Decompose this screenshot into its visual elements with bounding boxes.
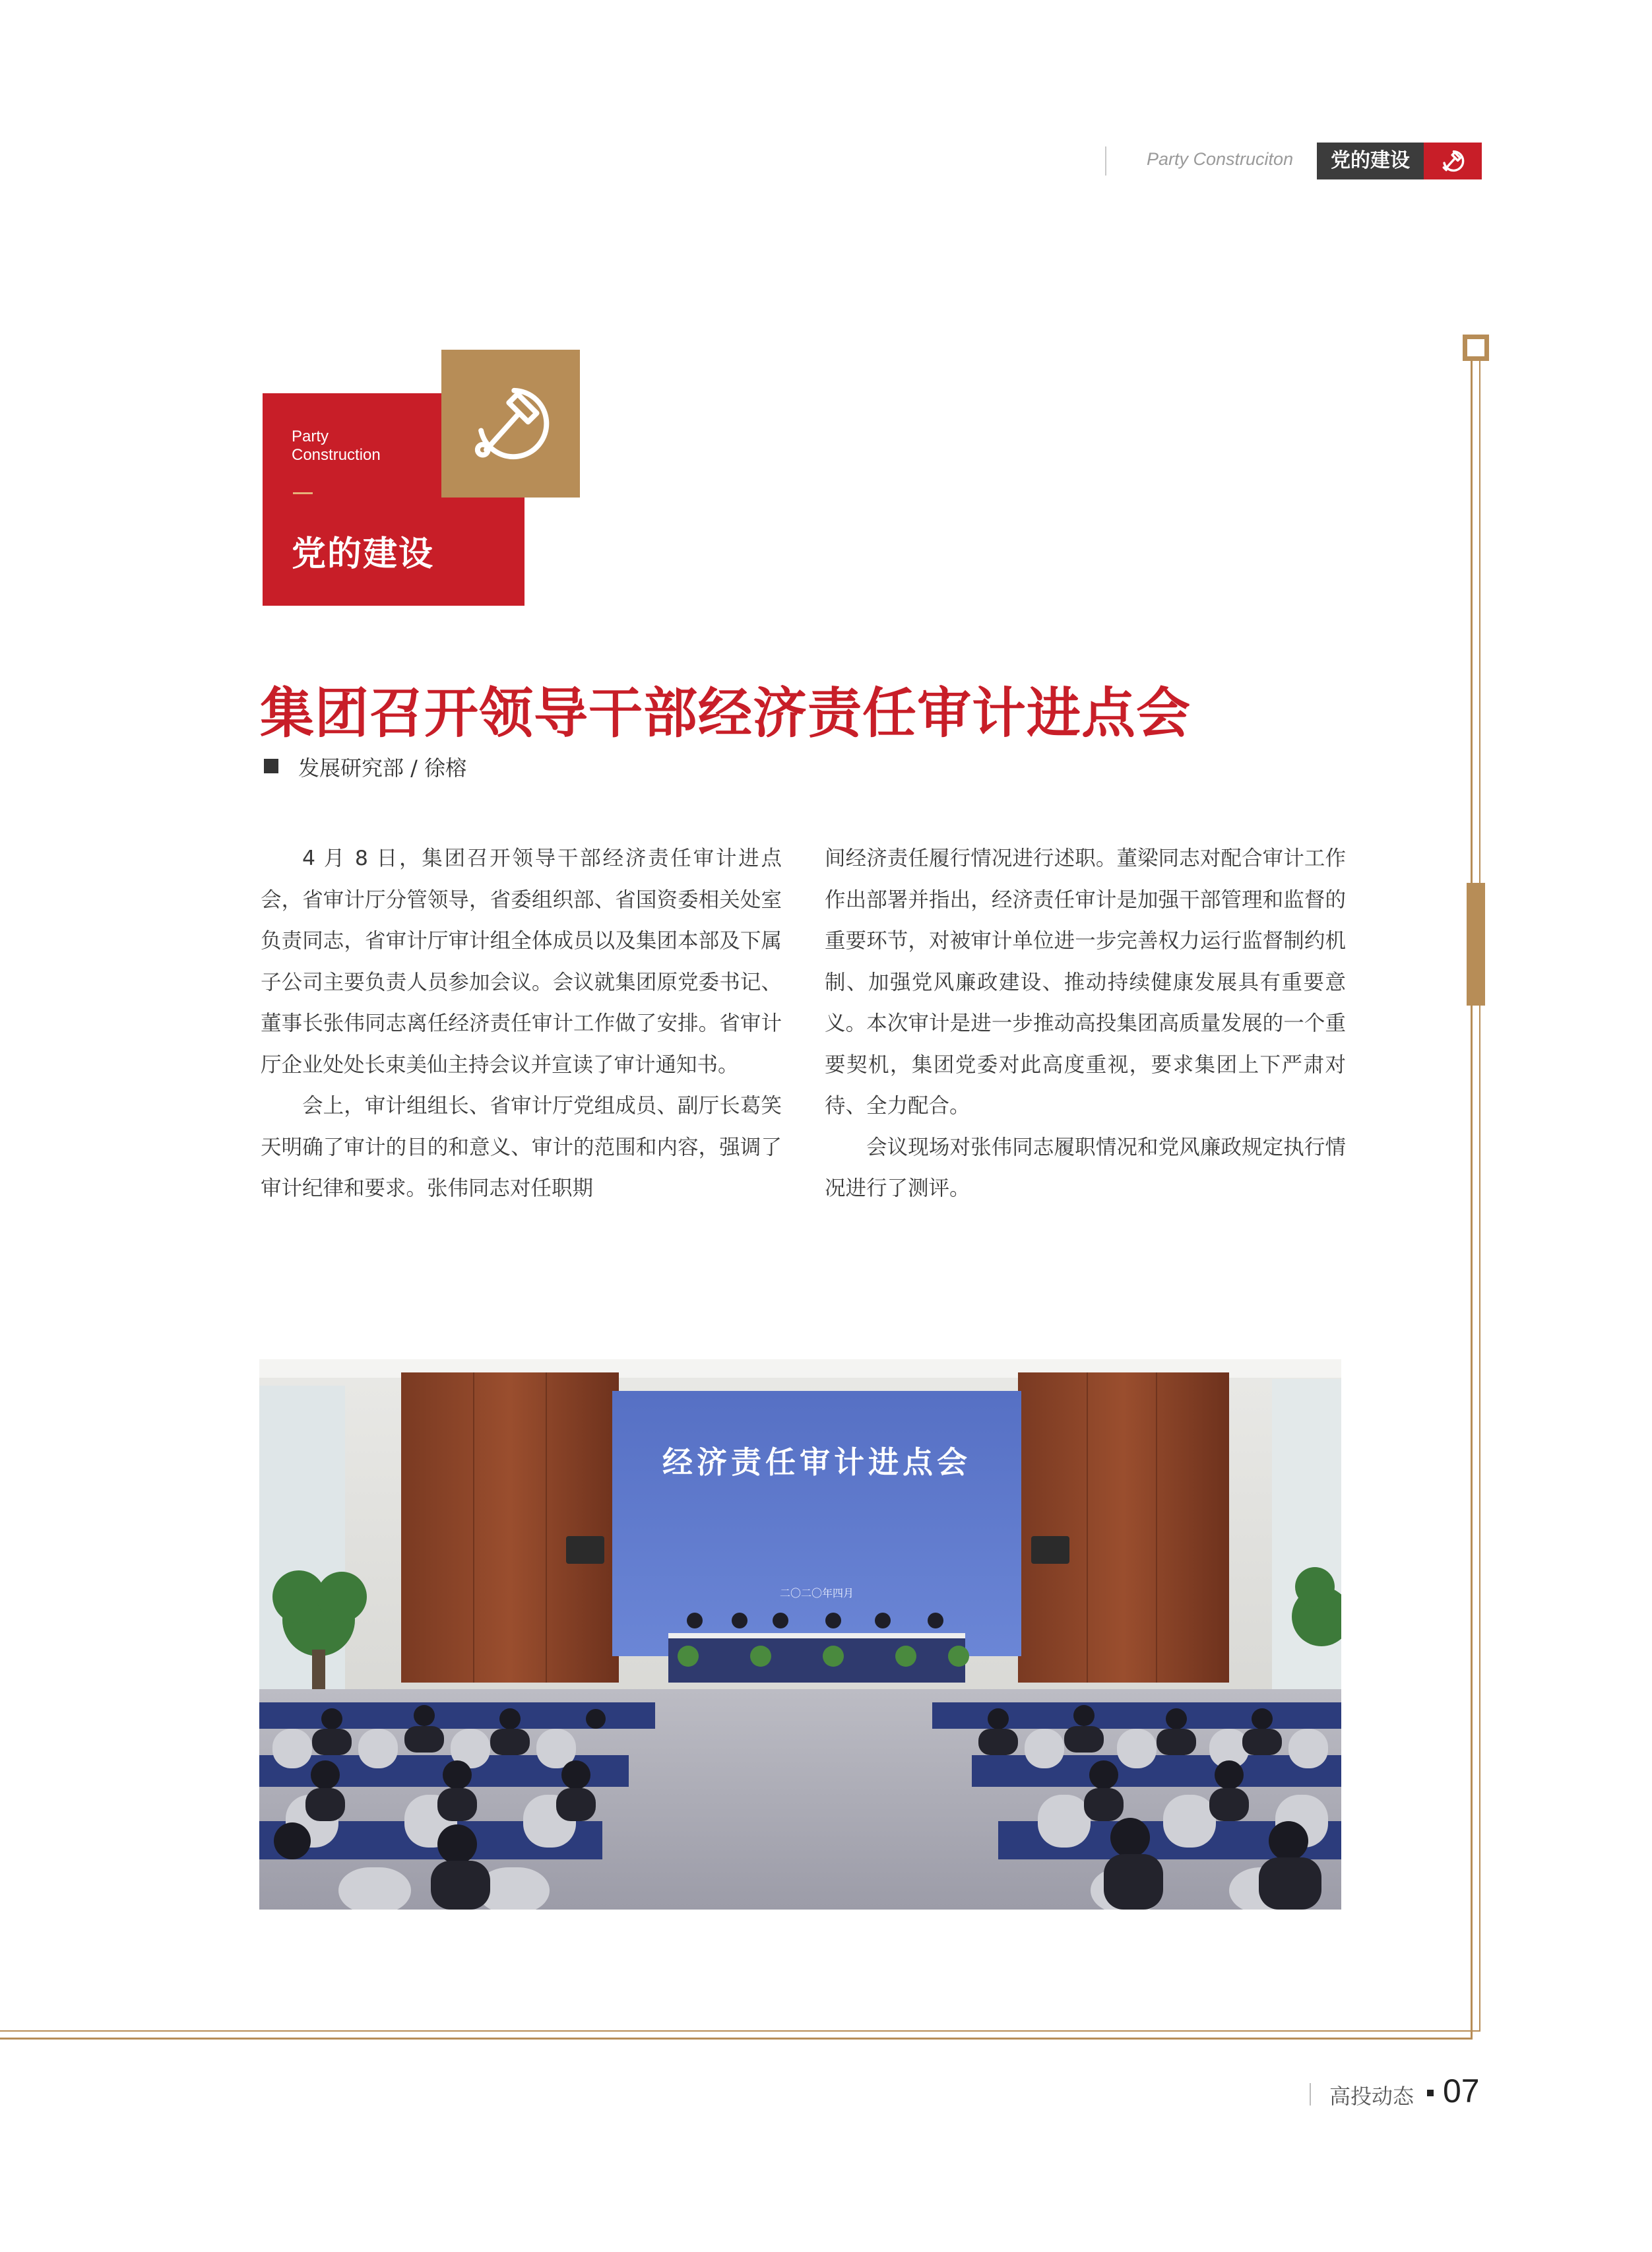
screen-title: 经济责任审计进点会 xyxy=(662,1444,971,1480)
section-block-cn: 党的建设 xyxy=(292,534,435,574)
frame-horizontal-line xyxy=(0,2038,1473,2040)
frame-horizontal-line-inner xyxy=(0,2030,1480,2032)
article-title: 集团召开领导干部经济责任审计进点会 xyxy=(260,682,1191,745)
frame-accent-bar xyxy=(1467,883,1485,1006)
paragraph: 会议现场对张伟同志履职情况和党风廉政规定执行情况进行了测评。 xyxy=(825,1135,1346,1200)
footer-dot xyxy=(1427,2090,1434,2096)
meeting-photo-illustration xyxy=(259,1359,1341,1910)
paragraph: 会上，审计组组长、省审计厅党组成员、副厅长葛笑天明确了审计的目的和意义、审计的范围和内容，强调了审计纪律和要求。张伟同志对任职期 xyxy=(261,1094,782,1200)
header-section-cn: 党的建设 xyxy=(1317,143,1424,179)
footer-magazine-name: 高投动态 xyxy=(1329,2084,1414,2109)
section-block-en xyxy=(292,428,381,465)
hammer-sickle-icon xyxy=(1424,143,1482,179)
article-author: 发展研究部 / 徐榕 xyxy=(298,756,467,781)
article-right-column xyxy=(825,838,1346,1209)
paragraph: 间经济责任履行情况进行述职。董梁同志对配合审计工作作出部署并指出，经济责任审计是加强干部管理和监督的重要环节，对被审计单位进一步完善权力运行监督制约机制、加强党风廉政建设、推动持续健康发展具有重要意义。本次审计是进一步推动高投集团高质量发展的一个重要契机，集团党委对此高度重视，要求集团上下严肃对待、全力配合。 xyxy=(825,847,1346,1118)
screen-date: 二〇二〇年四月 xyxy=(779,1587,854,1599)
frame-square-ornament xyxy=(1463,335,1489,361)
frame-vertical-line-inner xyxy=(1479,361,1480,2032)
header-section-en: Party Construciton xyxy=(1147,149,1294,169)
section-en-line1: Party xyxy=(292,428,329,445)
header-section-tag xyxy=(1317,143,1482,179)
section-en-line2: Construction xyxy=(292,446,381,464)
page-number: 07 xyxy=(1443,2073,1480,2109)
article-left-column xyxy=(261,838,782,1209)
author-bullet xyxy=(264,759,278,773)
header-divider xyxy=(1105,146,1106,176)
hammer-sickle-icon xyxy=(441,350,580,498)
frame-vertical-line xyxy=(1471,361,1473,2040)
section-block-dash xyxy=(293,492,313,494)
meeting-photo xyxy=(259,1359,1341,1910)
footer-divider xyxy=(1310,2083,1311,2106)
paragraph: 4 月 8 日，集团召开领导干部经济责任审计进点会，省审计厅分管领导，省委组织部、省国资委相关处室负责同志，省审计厅审计组全体成员以及集团本部及下属子公司主要负责人员参加会议。会议就集团原党委书记、董事长张伟同志离任经济责任审计工作做了安排。省审计厅企业处处长束美仙主持会议并宣读了审计通知书。 xyxy=(261,847,782,1077)
